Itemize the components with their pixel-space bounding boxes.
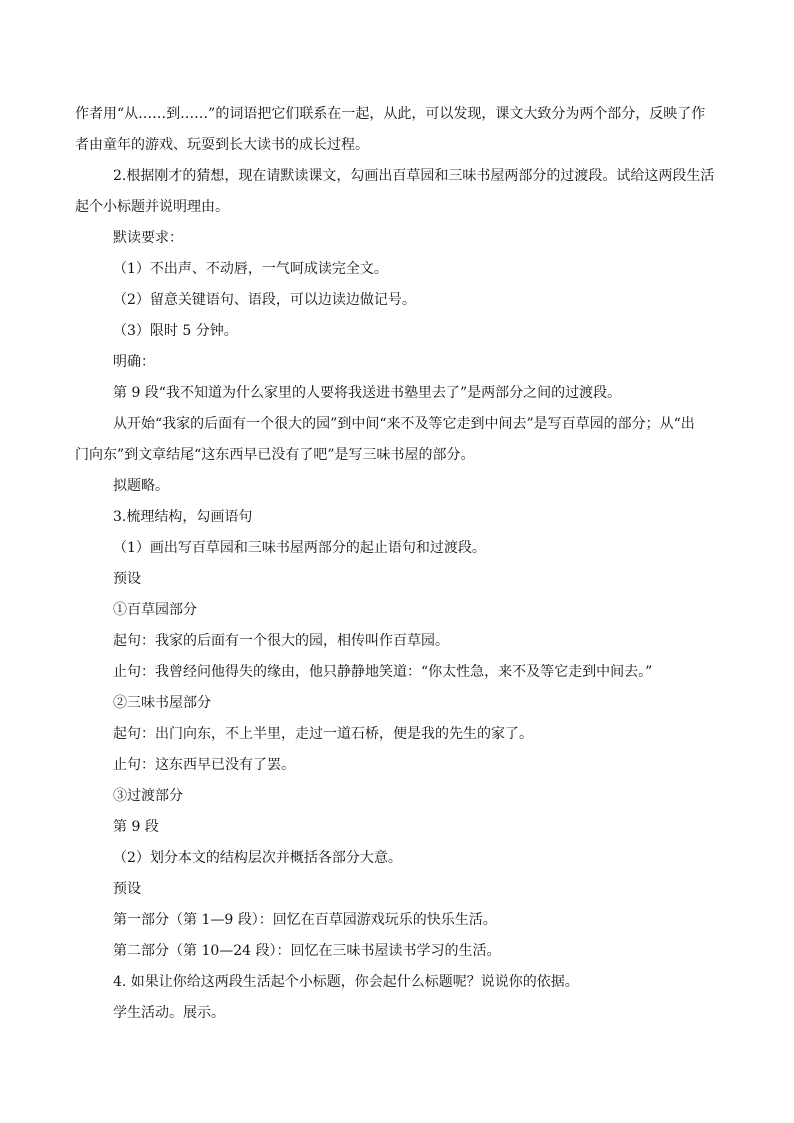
text-line: 第二部分（第 10—24 段）：回忆在三味书屋读书学习的生活。 bbox=[113, 943, 501, 959]
text-line: 门向东”到文章结尾“这东西早已没有了吧”是写三味书屋的部分。 bbox=[75, 447, 475, 463]
text-line: ①百草园部分 bbox=[113, 602, 197, 618]
text-line: ②三味书屋部分 bbox=[113, 695, 211, 711]
text-line: 第 9 段 bbox=[113, 819, 159, 835]
text-line: 学生活动。展示。 bbox=[113, 1005, 225, 1021]
text-line: 止句：我曾经问他得失的缘由，他只静静地笑道：“你太性急，来不及等它走到中间去。” bbox=[113, 664, 653, 680]
text-line: （1）不出声、不动唇，一气呵成读完全文。 bbox=[113, 261, 388, 277]
text-line: 4. 如果让你给这两段生活起个小标题，你会起什么标题呢？说说你的依据。 bbox=[113, 974, 579, 990]
text-line: （1）画出写百草园和三味书屋两部分的起止语句和过渡段。 bbox=[113, 540, 486, 556]
text-line: 预设 bbox=[113, 881, 141, 897]
text-line: 拟题略。 bbox=[113, 478, 169, 494]
text-line: 者由童年的游戏、玩耍到长大读书的成长过程。 bbox=[75, 137, 369, 153]
text-line: 起句：出门向东，不上半里，走过一道石桥，便是我的先生的家了。 bbox=[113, 726, 533, 742]
text-line: 止句：这东西早已没有了罢。 bbox=[113, 757, 295, 773]
text-line: （2）留意关键语句、语段，可以边读边做记号。 bbox=[113, 292, 416, 308]
text-line: （3）限时 5 分钟。 bbox=[113, 323, 238, 339]
text-line: 2.根据刚才的猜想，现在请默读课文，勾画出百草园和三味书屋两部分的过渡段。试给这两段生活 bbox=[113, 168, 715, 184]
text-line: 作者用“从……到……”的词语把它们联系在一起，从此，可以发现，课文大致分为两个部分，反映了作 bbox=[75, 106, 706, 122]
text-line: 起句：我家的后面有一个很大的园，相传叫作百草园。 bbox=[113, 633, 449, 649]
text-line: 从开始“我家的后面有一个很大的园”到中间“来不及等它走到中间去”是写百草园的部分；从“出 bbox=[113, 416, 695, 432]
text-line: 预设 bbox=[113, 571, 141, 587]
text-line: 3.梳理结构，勾画语句 bbox=[113, 509, 253, 525]
text-line: 明确： bbox=[113, 354, 155, 370]
document-body bbox=[75, 99, 721, 1029]
text-line: 第一部分（第 1—9 段）：回忆在百草园游戏玩乐的快乐生活。 bbox=[113, 912, 497, 928]
text-line: 默读要求： bbox=[113, 230, 183, 246]
text-line: ③过渡部分 bbox=[113, 788, 183, 804]
text-line: 第 9 段“我不知道为什么家里的人要将我送进书塾里去了”是两部分之间的过渡段。 bbox=[113, 385, 622, 401]
text-line: 起个小标题并说明理由。 bbox=[75, 199, 229, 215]
text-line: （2）划分本文的结构层次并概括各部分大意。 bbox=[113, 850, 402, 866]
